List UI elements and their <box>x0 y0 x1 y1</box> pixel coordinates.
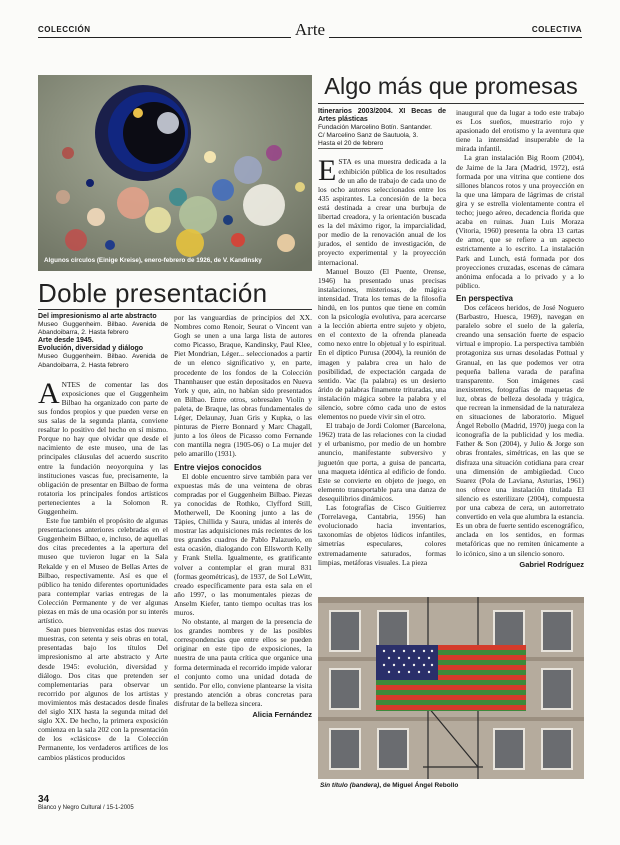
right-info-line-2: C/ Marcelino Sanz de Sautuola, 3. <box>318 132 419 140</box>
section-title: Arte <box>38 20 582 40</box>
left-paragraph-1: ANTES de comentar las dos exposiciones que el Guggenheim Bilbao ha organizado con parte de sus fondos propios y que pueden verse en sus salas de la segunda planta, conviene resaltar lo positivo del hecho en sí mismo. Porque no hay que olvidar que desde el nacimiento de este museo, una de las principales cláusulas del acuerdo suscrito entre la fundación neoyorquina y las instituciones vascas fue, precisamente, la obligación de presentar en Bilbao de forma rotatoria los principales fondos artísticos pertenecientes a la Solomon R. Guggenheim. <box>38 376 168 516</box>
left-paragraph-5: El doble encuentro sirve también para ver expuestas más de una veintena de obras compradas por el Guggenheim Bilbao. Piezas ya conocidas de Rothko, Clyfford Still, Motherwell, De Kooning junto a las de Tàpies, Chillida y Saura, unidas al interés de mostrar las adquisiciones más recientes de los tres grandes cuadros de Pablo Palazuelo, en esta ocasión, dialogando con Ellsworth Kelly y Frank Stella. Igualmente, es gratificante volver a contemplar el gran mural 831 (formas geométricas), de 1937, de Sol LeWitt, creado específicamente para esta sala en el año 1997, o las monumentales piezas de Anselm Kiefer, tanto tiempo ocultas tras los muros. <box>174 471 312 617</box>
right-info-line-1: Fundación Marcelino Botín. Santander. <box>318 124 432 132</box>
right-drop-cap: E <box>318 154 337 188</box>
info-title-2: Arte desde 1945. <box>38 337 94 345</box>
page-footer <box>38 794 134 811</box>
info-title-1: Del impresionismo al arte abstracto <box>38 313 157 320</box>
right-paragraph-7: Dos cefáceos heridos, de José Noguero (Barbastro, Huesca, 1969), navegan en paralelo sobre el suelo de la galería, creando una sensación fuerte de espacio virtual e impropio. La perspectiva también protagoniza sus urnas desoladas Pottual y Granual, en las que podemos ver otra pequeña ballena varada de parafina transparente. Son imágenes casi inexistentes, fotografías de maquetas de luz, obras de belleza desolada y trágica, que recrean la inmensidad de la naturaleza en situaciones de laboratorio. Miguel Ángel Rebollo (Madrid, 1970) juega con la iconografía de la publicidad y los media. Father & Son (2004), y Julio & Jorge son obras frontales, simétricas, en las que se disfraza una situación cotidiana para crear una dimensión de ambigüedad. Cuco Suarez (Pola de Laviana, Asturias, 1961) nos ofrece una instalación titulada El silencio es esterilizare (2004), compuesta por una cabeza de cera, un autorretrato convertido en vela que alumbra la estancia. Es un obra de fuerte sentido escenográfico, anclada en los sentidos, en formas metafóricas que no remiten únicamente a lo icónico, sino a un silencio sonoro. <box>456 302 584 558</box>
header-left: COLECCIÓN <box>38 25 91 34</box>
right-paragraph-2: Manuel Bouzo (El Puente, Orense, 1946) ha presentado unas precisas instalaciones, misteriosas, de mágica intensidad. Trata los temas de la filosofía hindú, en los puntos que tiene en común con la psicología evolutiva, para acercarse a la lección abierta entre sujeto y objeto, en el contexto de la ofrenda planeada como nexo entre lo objetual y lo espiritual. En el díptico Purusa (2004), la reunión de imagen y palabra crea un halo de posibilidad, de expectación cargada de sentido. Vac (la palabra) es un desierto árido de palabras finamente trituradas, una instalación mágica sobre la palabra y el silencio, sobre cómo cada uno de estos elementos no puede vivir sin el otro. <box>318 266 446 422</box>
right-paragraph-6: La gran instalación Big Room (2004), de Jaime de la Jara (Madrid, 1972), está formada por una vitrina que contiene dos sillones blancos rotos y una proyección en la que una lámpara de lágrimas de cristal gira y se estrella violentamente contra el techo; juego aéreo, decadencia florida que acaba en ruinas. Juan Luis Moraza (Vitoria, 1960) presenta la obra 13 cartas de amor, que se refiere a un aspecto estrictamente a lo escrito. La instalación Park and Lunch, está formada por dos proyecciones cruzadas, escenas de cámara anónima enfocada a lo privado y a lo público. <box>456 153 584 290</box>
flag-building-photo <box>318 597 584 779</box>
left-paragraph-3: Sean pues bienvenidas estas dos nuevas muestras, con setenta y seis obras en total, presentadas bajo los títulos Del impresionismo al arte abstracto y Arte desde 1945: evolución, diversidad y diálogo. Dos citas que pretenden ser complementarias para observar un recorrido por algunos de los artistas y movimientos más destacados desde finales del siglo XIX hasta la segunda mitad del siglo XX. De hecho, la primera exposición comienza en la sala 202 con la presentación de los «clásicos» de la Colección Permanente, los verdaderos artífices de los cambios plásticos producidos <box>38 625 168 762</box>
left-drop-cap: A <box>38 376 60 410</box>
left-signature: Alicia Fernández <box>252 710 312 720</box>
left-subhead: Entre viejos conocidos <box>174 462 262 472</box>
right-info-line-3: Hasta el 20 de febrero <box>318 140 383 149</box>
right-article-col2 <box>456 108 584 569</box>
painting-caption: Algunos círculos (Einige Kreise), enero-febrero de 1926, de V. Kandinsky <box>44 257 262 264</box>
right-info-title: Itinerarios 2003/2004. XI Becas de Artes plásticas <box>318 108 446 124</box>
page-number: 34 <box>38 794 50 805</box>
header-right: COLECTIVA <box>531 25 582 34</box>
right-article-col1 <box>318 108 446 567</box>
right-paragraph-1: ESTA es una muestra dedicada a la exhibición pública de los resultados de un año de trabajo de cada uno de los ocho autores seleccionados entre los 435 aspirantes. La concesión de la beca está destinada a crear una burbuja de libertad creadora, y la orientación buscada es la del máximo rigor, la imparcialidad, por medio de la renovación anual de los jurados, el sentido de investigación, de proyecto experimental y la proyección internacional. <box>318 154 446 267</box>
left-article-col1 <box>38 313 168 762</box>
info-text-1: Museo Guggenheim. Bilbao. Avenida de Abandoibarra, 2. Hasta febrero <box>38 321 168 337</box>
info-title-3: Evolución, diversidad y diálogo <box>38 345 144 353</box>
left-paragraph-6: No obstante, al margen de la presencia de los grandes nombres y de las posibles correspondencias que entre ellos se pueden originar en este tipo de exposiciones, la nuestra de una pauta crítica que organice una forma determinada el recorrido impide valorar el conjunto como una unidad dotada de sentido. Por ello, conviene plantearse la visita prestando atención a obras concretas para disfrutar de la belleza sincera. <box>174 617 312 708</box>
left-article-title: Doble presentación <box>38 278 268 308</box>
right-paragraph-4: Las fotografías de Cisco Guitierrez (Torrelavega, Cantabria, 1956) han evolucionado hacia inventarios, taxonomías de objetos lúdicos infantiles, simetrías especulares, colores extremadamente saturados, formas limpias, metáforas visuales. La pieza <box>318 503 446 567</box>
info-text-3: Museo Guggenheim. Bilbao. Avenida de Abandoibarra, 2. Hasta febrero <box>38 353 168 369</box>
left-article-col2 <box>174 313 312 719</box>
right-paragraph-3: El trabajo de Jordi Colomer (Barcelona, 1962) trata de las relaciones con la ciudad y el urbanismo, por medio de un hombre anuncio, manifestante subversivo y juguetón que porta, a guisa de pancarta, una maqueta idéntica al edificio de fondo. Este se convierte en objeto de juego, en elemento transportable para una danza de desequilibrios dinámicos. <box>318 421 446 503</box>
kandinsky-painting-image <box>38 75 312 271</box>
left-paragraph-4: por las vanguardias de principios del XX. Nombres como Renoir, Seurat o Vincent van Gogh se unen a una larga lista de autores como Picasso, Braque, Kandinsky, Paul Klee, Piet Mondrian, Léger... seleccionados a partir de un elenco significativo y, en parte, procedente de los fondos de la Colección Thannhauser que están depositados en Nueva York y que, aún, no habían sido presentados en Bilbao. Entre otros, sobresalen Violín y paleta, de Braque, las obras fundamentales de Léger, Delaunay, Juan Gris y Kupka, o las pinturas de Pierre Bonnard y Marc Chagall, junto a los óleos de Picasso como Fernande con mantilla negra (1905-06) o La mujer del pelo amarillo (1931). <box>174 313 312 459</box>
right-article-title: Algo más que promesas <box>324 73 578 99</box>
left-info-box <box>38 313 168 370</box>
photo-caption: Sin título (bandera), de Miguel Ángel Rebollo <box>320 782 459 789</box>
right-paragraph-5: inaugural que da lugar a todo este trabajo es Los sueños, muestrario rojo y apasionado del erotismo y la aventura que tiene la intensidad insuperable de la mirada infantil. <box>456 108 584 154</box>
right-subhead: En perspectiva <box>456 293 513 303</box>
right-info-box <box>318 108 446 149</box>
left-title-rule <box>38 309 312 310</box>
section-header <box>38 22 582 40</box>
publication-line: Blanco y Negro Cultural / 15-1-2005 <box>38 805 134 811</box>
left-paragraph-2: Este fue también el propósito de algunas presentaciones anteriores celebradas en el Guggenheim Bilbao, e, incluso, de aquellas dos citas precedentes a la apertura del museo que tuvieron lugar en la Sala Rekalde y en el Museo de Bellas Artes de Bilbao, respectivamente. Así es que el público ha tenido diferentes oportunidades para contemplar varias entregas de la Colección Permanente y de ver algunas piezas en más de una ocasión por su interés artístico. <box>38 516 168 626</box>
right-signature: Gabriel Rodríguez <box>519 559 584 569</box>
right-title-rule <box>318 103 584 104</box>
